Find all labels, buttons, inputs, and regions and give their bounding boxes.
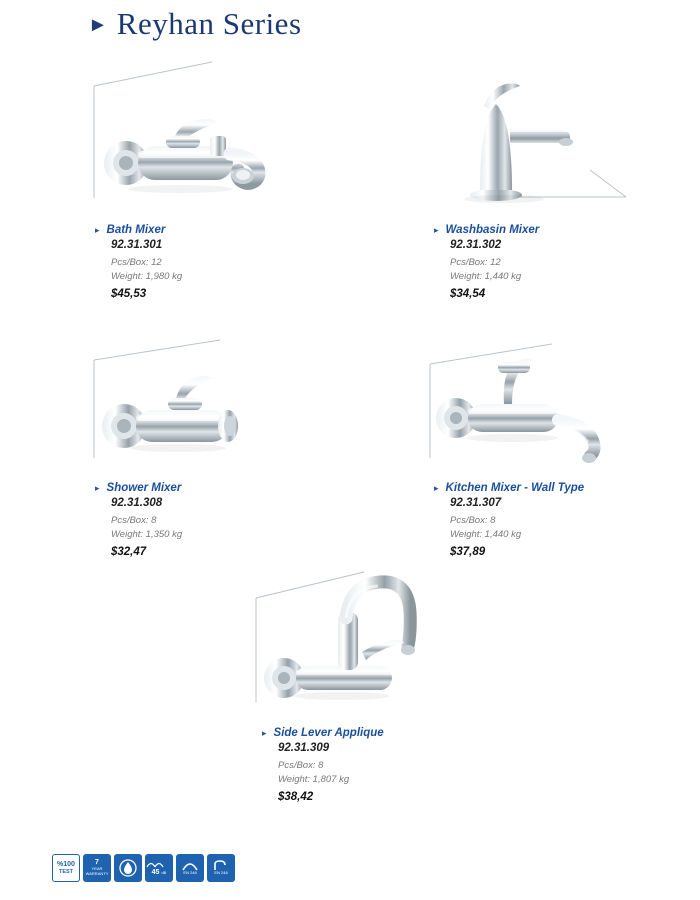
product-name: Bath Mixer bbox=[106, 224, 166, 236]
product-weight: Weight: 1,440 kg bbox=[450, 528, 522, 540]
product-price: $32,47 bbox=[111, 545, 147, 558]
en248-b-badge-label: EN 248 bbox=[214, 870, 228, 876]
product-image-washbasin-mixer bbox=[440, 58, 630, 218]
product-weight: Weight: 1,440 kg bbox=[450, 270, 522, 282]
warranty-badge-unit: YEAR bbox=[91, 866, 103, 872]
certification-badges bbox=[52, 854, 235, 882]
product-name: Side Lever Applique bbox=[273, 727, 384, 739]
bullet-icon: ▸ bbox=[434, 483, 439, 493]
page-title bbox=[88, 6, 302, 42]
bullet-icon: ▸ bbox=[434, 225, 439, 235]
product-code: 92.31.301 bbox=[111, 239, 163, 251]
product-price: $34,54 bbox=[450, 287, 486, 300]
product-price: $38,42 bbox=[278, 790, 314, 803]
caption-side-lever-applique bbox=[262, 727, 384, 803]
product-pcs: Pcs/Box: 12 bbox=[111, 257, 162, 268]
en248-b-badge bbox=[207, 854, 235, 882]
product-name: Shower Mixer bbox=[106, 482, 182, 494]
flow-badge bbox=[145, 854, 173, 882]
product-price: $45,53 bbox=[111, 287, 147, 300]
product-image-kitchen-mixer-wall bbox=[412, 340, 622, 480]
warranty-badge-years: 7 bbox=[95, 859, 99, 867]
product-code: 92.31.307 bbox=[450, 497, 502, 509]
product-pcs: Pcs/Box: 8 bbox=[278, 760, 324, 771]
bullet-icon: ▸ bbox=[95, 483, 100, 493]
bullet-icon: ▸ bbox=[262, 728, 267, 738]
product-price: $37,89 bbox=[450, 545, 486, 558]
product-name: Kitchen Mixer - Wall Type bbox=[445, 482, 585, 494]
flow-badge-unit: dB bbox=[161, 869, 167, 875]
product-weight: Weight: 1,350 kg bbox=[111, 528, 183, 540]
watermark-badge bbox=[114, 854, 142, 882]
caption-bath-mixer bbox=[95, 224, 182, 300]
product-pcs: Pcs/Box: 8 bbox=[111, 515, 157, 526]
en248-a-badge bbox=[176, 854, 204, 882]
product-weight: Weight: 1,980 kg bbox=[111, 270, 183, 282]
test-100-badge-line2: TEST bbox=[58, 868, 74, 875]
product-code: 92.31.302 bbox=[450, 239, 502, 251]
caption-kitchen-mixer-wall bbox=[434, 482, 584, 558]
bullet-icon: ▸ bbox=[95, 225, 100, 235]
test-100-badge bbox=[52, 854, 80, 882]
product-pcs: Pcs/Box: 12 bbox=[450, 257, 501, 268]
warranty-badge-label: WARRANTY bbox=[85, 871, 109, 877]
en248-a-badge-label: EN 248 bbox=[183, 870, 197, 876]
title-arrow-icon: ► bbox=[88, 14, 108, 36]
product-code: 92.31.309 bbox=[278, 742, 330, 754]
flow-badge-value: 45 bbox=[151, 868, 160, 876]
warranty-badge bbox=[83, 854, 111, 882]
product-code: 92.31.308 bbox=[111, 497, 163, 509]
product-image-shower-mixer bbox=[78, 338, 278, 478]
product-pcs: Pcs/Box: 8 bbox=[450, 515, 496, 526]
test-100-badge-line1: %100 bbox=[57, 860, 75, 868]
page-title-text: Reyhan Series bbox=[116, 6, 302, 41]
watermark-icon bbox=[118, 858, 138, 878]
caption-shower-mixer bbox=[95, 482, 182, 558]
product-weight: Weight: 1,807 kg bbox=[278, 773, 350, 785]
sound-wave-icon bbox=[146, 859, 172, 869]
product-image-bath-mixer bbox=[80, 58, 280, 218]
product-image-side-lever-applique bbox=[242, 560, 442, 730]
caption-washbasin-mixer bbox=[434, 224, 539, 300]
product-name: Washbasin Mixer bbox=[445, 224, 540, 236]
